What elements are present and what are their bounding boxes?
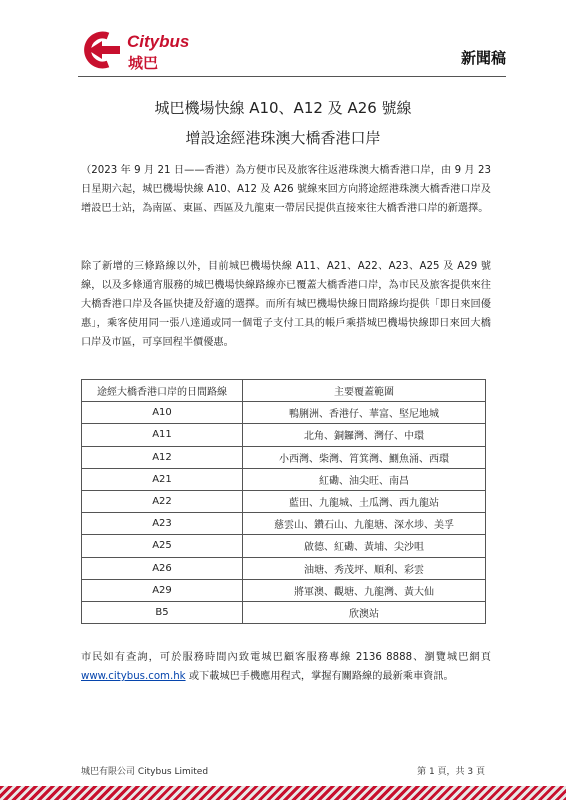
route-cell: B5 (82, 601, 243, 623)
table-row (82, 535, 486, 557)
coverage-cell: 紅磡、油尖旺、南昌 (243, 468, 486, 490)
coverage-cell: 小西灣、柴灣、筲箕灣、鰂魚涌、西環 (243, 446, 486, 468)
table-row (82, 468, 486, 490)
route-cell: A29 (82, 579, 243, 601)
footer-stripe-bar (0, 786, 566, 800)
headline-line-1: 城巴機場快線 A10、A12 及 A26 號線 (154, 99, 412, 117)
coverage-cell: 北角、銅鑼灣、灣仔、中環 (243, 424, 486, 446)
table-row (82, 446, 486, 468)
route-cell: A10 (82, 402, 243, 424)
route-cell: A26 (82, 557, 243, 579)
header-divider (78, 76, 506, 77)
citybus-logo-icon (78, 30, 122, 70)
logo-text-zh: 城巴 (128, 54, 159, 72)
route-cell: A25 (82, 535, 243, 557)
coverage-cell: 鴨脷洲、香港仔、華富、堅尼地城 (243, 402, 486, 424)
body-paragraph-1: （2023 年 9 月 21 日——香港）為方便市民及旅客往返港珠澳大橋香港口岸，由 9 月 23 日星期六起，城巴機場快線 A10、A12 及 A26 號線來回方向將途經港珠澳大橋香港口岸及增設巴士站，為南區、東區、西區及九龍東一帶居民提供直接來往大橋香港口岸的新選擇。 (81, 165, 491, 214)
footer-company: 城巴有限公司 Citybus Limited (81, 767, 209, 777)
routes-table (81, 379, 486, 624)
table-row (82, 601, 486, 623)
press-release-label: 新聞稿 (460, 49, 506, 67)
coverage-cell: 將軍澳、觀塘、九龍灣、黃大仙 (243, 579, 486, 601)
enquiry-text-end: 或下載城巴手機應用程式，掌握有關路線的最新乘車資訊。 (188, 671, 454, 682)
coverage-cell: 油塘、秀茂坪、順利、彩雲 (243, 557, 486, 579)
table-row (82, 402, 486, 424)
citybus-logo (78, 30, 208, 75)
logo-text-en: Citybus (127, 32, 190, 51)
table-row (82, 557, 486, 579)
table-row (82, 579, 486, 601)
table-header-route: 途經大橋香港口岸的日間路線 (82, 380, 243, 402)
enquiry-text: 市民如有查詢，可於服務時間內致電城巴顧客服務專線 2136 8888、瀏覽城巴網頁 (81, 652, 491, 663)
route-cell: A11 (82, 424, 243, 446)
coverage-cell: 啟德、紅磡、黃埔、尖沙咀 (243, 535, 486, 557)
route-cell: A12 (82, 446, 243, 468)
route-cell: A22 (82, 490, 243, 512)
coverage-cell: 慈雲山、鑽石山、九龍塘、深水埗、美孚 (243, 513, 486, 535)
route-cell: A23 (82, 513, 243, 535)
footer-page-number: 第 1 頁，共 3 頁 (417, 767, 485, 777)
table-row (82, 490, 486, 512)
table-row (82, 424, 486, 446)
table-header-row (82, 380, 486, 402)
headline-line-2: 增設途經港珠澳大橋香港口岸 (185, 129, 381, 147)
coverage-cell: 藍田、九龍城、土瓜灣、西九龍站 (243, 490, 486, 512)
table-header-coverage: 主要覆蓋範圍 (243, 380, 486, 402)
coverage-cell: 欣澳站 (243, 601, 486, 623)
table-row (82, 513, 486, 535)
enquiry-paragraph (81, 648, 491, 686)
citybus-website-link[interactable]: www.citybus.com.hk (81, 671, 186, 682)
body-paragraph-2: 除了新增的三條路線以外，目前城巴機場快線 A11、A21、A22、A23、A25 及 A29 號線，以及多條通宵服務的城巴機場快線路線亦已覆蓋大橋香港口岸，為市民及旅客提供來往大橋香港口岸及各區快捷及舒適的選擇。而所有城巴機場快線日間路線均提供「即日來回優惠」，乘客使用同一張八達通或同一個電子支付工具的帳戶乘搭城巴機場快線即日來回大橋口岸及市區，可享回程半價優惠。 (81, 261, 491, 348)
route-cell: A21 (82, 468, 243, 490)
